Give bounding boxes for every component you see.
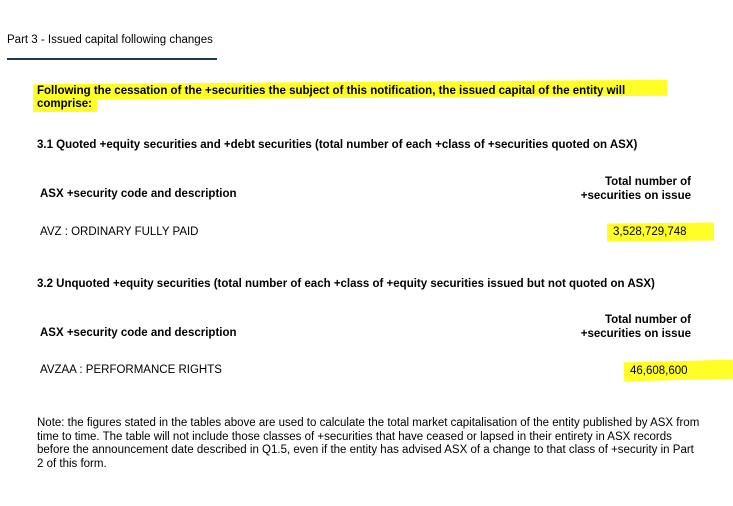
unquoted-col-description-header: ASX +security code and description (40, 327, 237, 339)
quoted-row-total: 3,528,729,748 (613, 226, 687, 238)
quoted-col-total-header-line1: Total number of (604, 176, 691, 188)
quoted-row-description: AVZ : ORDINARY FULLY PAID (40, 226, 199, 238)
part-title-rule (7, 58, 217, 60)
note-text: Note: the figures stated in the tables above are used to calculate the total market capitalisation of the entity published by ASX from time to time. The table will not include those classes of +securities that have ceased or lapsed in their entirety in ASX records before the announcement date described in Q1.5, even if the entity has advised ASX of a change to that class of +security in Part 2 of this form. (37, 417, 700, 470)
intro-text: Following the cessation of the +securities the subject of this notification, the issued capital of the entity will comprise: (37, 85, 626, 110)
unquoted-col-total-header (581, 313, 691, 341)
section-heading-quoted: 3.1 Quoted +equity securities and +debt securities (total number of each +class of +securities quoted on ASX) (37, 139, 638, 151)
quoted-col-total-header (581, 175, 691, 203)
quoted-col-total-header-line2: +securities on issue (580, 190, 691, 202)
unquoted-row-description: AVZAA : PERFORMANCE RIGHTS (40, 364, 222, 376)
unquoted-col-total-header-line1: Total number of (604, 314, 691, 326)
part-title: Part 3 - Issued capital following changes (7, 34, 213, 46)
unquoted-col-total-header-line2: +securities on issue (580, 328, 691, 340)
section-heading-unquoted: 3.2 Unquoted +equity securities (total number of each +class of +equity securities issued but not quoted on ASX) (37, 278, 655, 290)
quoted-col-description-header: ASX +security code and description (40, 188, 237, 200)
unquoted-row-total: 46,608,600 (630, 365, 688, 377)
